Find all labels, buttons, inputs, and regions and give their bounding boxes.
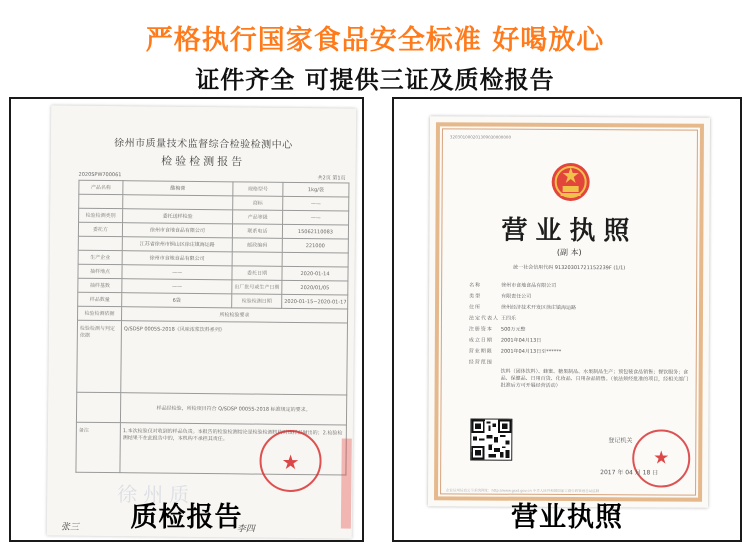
table-cell: —— — [283, 210, 349, 225]
basis-label: 检验检测依据 — [78, 306, 122, 320]
headline: 严格执行国家食品安全标准 好喝放心 — [145, 25, 605, 56]
table-cell: 样品数量 — [78, 292, 122, 306]
table-cell: 抽样基数 — [78, 278, 122, 292]
standard-text: Q/SDSP 0005S-2018《风味浓浆饮料系列》 — [121, 321, 348, 395]
license-field-value: 2001年04月13日至****** — [500, 348, 562, 355]
table-cell: 2020-01-14 — [282, 266, 348, 281]
table-cell — [123, 195, 233, 210]
license-credit-code: 统一社会信用代码 91320301721152239F (1/1) — [513, 264, 626, 272]
license-top-code: 320301000201309030000000 — [449, 134, 512, 140]
report-table — [75, 180, 349, 476]
conclusion-text: 样品经检验，所检项目符合 Q/SDSP 0005S-2018 标准规定的要求。 — [120, 393, 346, 425]
license-field-value: 有限责任公司 — [501, 293, 532, 300]
license-field-value: 500万元整 — [500, 326, 526, 333]
table-cell: —— — [283, 196, 349, 211]
conclusion-spacer — [76, 392, 120, 422]
table-cell: 221000 — [282, 238, 348, 253]
signature-2: 李四 — [236, 524, 255, 535]
license-date: 2017 年 04 月 18 日 — [600, 469, 659, 477]
license-field-value: 徐州经济技术开发区徐庄镇海运路 — [501, 304, 577, 312]
table-cell: 酸梅膏 — [123, 181, 233, 196]
report-card — [9, 97, 364, 542]
table-cell: 商标 — [233, 196, 283, 211]
basis-text: 所检检验要求 — [122, 307, 348, 323]
table-cell: 委托日期 — [232, 266, 282, 281]
table-cell — [78, 236, 122, 250]
table-cell: 生产企业 — [78, 250, 122, 264]
license-footer: 企业信用信息公示系统网址：http://www.gsxt.gov.cn 中华人民共和国国家工商行政管理总局监制 — [446, 488, 600, 494]
table-cell: 检验检测日期 — [232, 294, 282, 309]
table-cell: 邮政编码 — [232, 238, 282, 253]
table-cell: —— — [122, 265, 232, 280]
license-field-label: 注册资本 — [468, 326, 493, 333]
table-cell: 产品名称 — [79, 180, 123, 194]
table-cell — [79, 194, 123, 208]
license-field-label: 营业期限 — [468, 348, 493, 355]
table-cell: 出厂批号或生产日期 — [232, 280, 282, 295]
table-cell: 徐州市食地食品有限公司 — [122, 251, 232, 266]
report-title: 检验检测报告 — [161, 154, 246, 169]
license-fields — [469, 280, 690, 390]
table-cell: 检验检测类别 — [79, 208, 123, 222]
business-license-document — [428, 116, 710, 507]
inspection-report-document — [47, 105, 356, 538]
license-field-value: 徐州市食地食品有限公司 — [501, 282, 557, 289]
red-seal-icon: ★ — [632, 429, 690, 487]
table-cell — [282, 252, 348, 267]
table-row — [77, 320, 348, 395]
license-field-label: 法定代表人 — [468, 315, 499, 322]
table-cell: 15062110083 — [282, 224, 348, 239]
license-card — [392, 97, 742, 542]
license-caption: 营业执照 — [511, 502, 623, 533]
table-cell: 抽样地点 — [78, 264, 122, 278]
license-field-label: 住所 — [469, 304, 482, 311]
license-title: 营业执照 — [501, 215, 638, 247]
report-page: 共2页 第1页 — [317, 175, 346, 182]
table-cell: 产品等级 — [233, 210, 283, 225]
table-cell: 徐州市食地食品有限公司 — [122, 223, 232, 238]
table-cell: 委托送样检验 — [123, 209, 233, 224]
report-caption: 质检报告 — [130, 502, 243, 533]
table-cell — [232, 252, 282, 267]
remark-text: 1.本次检验仅对收到的样品负责。本报告的检验检测结论是检验检测机构对该样品做出的；2.检验检测结果不在此报告中的，本机构不承担其责任。 — [120, 423, 347, 475]
table-cell: 2020-01-15~2020-01-17 — [282, 294, 348, 309]
table-cell: 规格型号 — [233, 182, 283, 197]
subhead: 证件齐全 可提供三证及质检报告 — [195, 66, 555, 94]
license-copy-label: (副 本) — [556, 247, 582, 258]
table-cell: 2020/01/05 — [282, 280, 348, 295]
red-seal-icon: ★ — [259, 430, 322, 493]
table-cell: 委托方 — [78, 222, 122, 236]
signature-1: 张三 — [60, 522, 79, 533]
table-cell: 江苏省徐州市铜山区徐庄镇海运路 — [122, 237, 232, 252]
table-cell: —— — [122, 279, 232, 294]
table-cell: 联系电话 — [232, 224, 282, 239]
national-emblem-icon — [549, 161, 593, 203]
license-field-label: 类型 — [469, 293, 482, 300]
report-watermark: 徐州质 — [117, 482, 196, 507]
license-field-label: 成立日期 — [468, 337, 493, 344]
license-authority: 登记机关 — [608, 437, 633, 445]
report-org: 徐州市质量技术监督综合检验检测中心 — [114, 138, 293, 151]
remark-label: 备注 — [76, 422, 121, 472]
license-field-value: 王四乐 — [500, 315, 516, 322]
conclusion-label: 检验检测与判定依据 — [77, 320, 122, 392]
scope-text: 饮料（固体饮料）、蜂蜜、糖果制品、水果制品生产；预包装食品销售；餐饮服务；食品、保健品、日用百货、化妆品、日用杂品销售。（依法须经批准的项目，经相关部门批准后方可开展经营活动） — [500, 368, 689, 389]
report-number: 2020SPW700061 — [78, 171, 122, 179]
scope-label: 经营范围 — [468, 359, 493, 366]
qr-code-icon — [470, 418, 512, 460]
table-row — [76, 392, 346, 425]
table-cell: 6袋 — [122, 293, 232, 308]
table-cell: 1kg/袋 — [283, 182, 349, 197]
license-field-value: 2001年04月13日 — [500, 337, 542, 344]
license-field-label: 名称 — [469, 282, 482, 289]
